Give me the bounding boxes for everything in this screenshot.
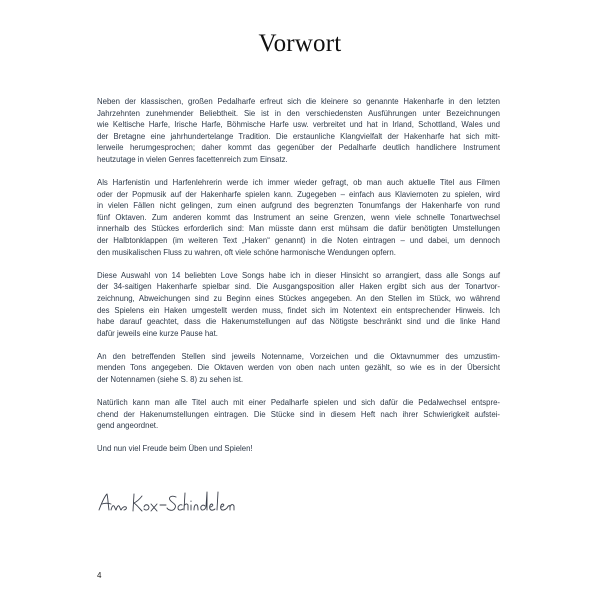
text-line: des Spielens ein Haken umgestellt werden muss, findet sich im Notentext ein entsprechender Hinweis. Ich (97, 305, 500, 315)
text-line: Neben der klassischen, großen Pedalharfe erfreut sich die kleinere so genannte Hakenharfe in den letzten (97, 97, 500, 106)
text-line: wie Keltische Harfe, Irische Harfe, Böhmische Harfe usw. verbreitet und hat in Irland, Schottland, Wales und (97, 120, 500, 130)
text-line: Natürlich kann man alle Titel auch mit einer Pedalharfe spielen und sich dafür die Pedalwechsel entspre- (97, 398, 500, 408)
text-line: chend der Hakenumstellungen eintragen. Die Stücke sind in diesem Heft nach ihrer Schwierigkeit aufstei- (97, 409, 500, 419)
text-line: Diese Auswahl von 14 beliebten Love Songs habe ich in dieser Hinsicht so arrangiert, dass alle Songs auf (97, 270, 500, 280)
text-line: der Halbtonklappen (im weiteren Text „Haken“ genannt) in die Noten eintragen – und dabei, um dennoch (97, 236, 500, 246)
text-line: Als Harfenistin und Harfenlehrerin werde ich immer wieder gefragt, ob man auch aktuelle Titel aus Filmen (97, 178, 500, 188)
text-line: lerweile herumgesprochen; daher kommt das gegenüber der Pedalharfe deutlich handlichere Instrument (97, 143, 500, 153)
text-line: der Notennamen (siehe S. 8) zu sehen ist. (97, 374, 244, 384)
paragraph (97, 443, 500, 455)
text-line: oder der Popmusik auf der Hakenharfe spielen kann. Zugegeben – einfach aus Klaviernoten zu spielen, wird (97, 189, 500, 199)
text-line: den musikalischen Fluss zu wahren, oft viele schöne harmonische Wendungen opfern. (97, 247, 396, 257)
text-line: fünf Oktaven. Zum anderen kommt das Instrument an seine Grenzen, wenn viele schnelle Tonartwechsel (97, 212, 500, 222)
text-line: dafür jeweils eine kurze Pause hat. (97, 328, 218, 338)
text-line: heutzutage in vielen Genres facettenreich zum Einsatz. (97, 154, 288, 164)
page-title: Vorwort (258, 30, 342, 57)
paragraph (97, 397, 500, 432)
paragraph (97, 96, 500, 166)
text-line: zeichnung, Abweichungen sind zu Beginn eines Stückes angegeben. An den Stellen im Stück, wo während (97, 293, 500, 303)
text-line: Jahrzehnten zunehmender Beliebtheit. Sie ist in den verschiedensten Ausführungen unter Bezeichnungen (97, 108, 500, 118)
text-line: innerhalb des Stückes erforderlich sind: Man müsste dann erst mühsam die dafür benötigten Umstellungen (97, 224, 500, 234)
text-line: An den betreffenden Stellen sind jeweils Notenname, Vorzeichen und die Oktavnummer des umzustim- (97, 351, 500, 361)
paragraph (97, 270, 500, 340)
text-line: Und nun viel Freude beim Üben und Spielen! (97, 444, 253, 454)
handwritten-signature (96, 488, 296, 522)
text-line: der 34-saitigen Hakenharfe spielbar sind. Die Ausgangsposition aller Haken ergibt sich aus der Tonartvor- (97, 282, 500, 292)
paragraph (97, 351, 500, 386)
text-line: menden Tons angegeben. Die Oktaven werden von oben nach unten gezählt, so wie es in der Übersicht (97, 363, 500, 373)
text-line: der Bretagne eine jahrhundertelange Tradition. Die erstaunliche Klangvielfalt der Hakenharfe hat sich mitt- (97, 131, 500, 141)
preface-body (97, 96, 500, 466)
text-line: habe darauf geachtet, dass die Hakenumstellungen auf das Nötigste beschränkt sind und die linke Hand (97, 317, 500, 327)
paragraph (97, 177, 500, 258)
text-line: gend angeordnet. (97, 421, 159, 431)
page-number: 4 (97, 571, 102, 580)
text-line: in vielen Fällen nicht gelingen, zum einen aufgrund des begrenzten Tonumfangs der Hakenharfe von rund (97, 201, 500, 211)
